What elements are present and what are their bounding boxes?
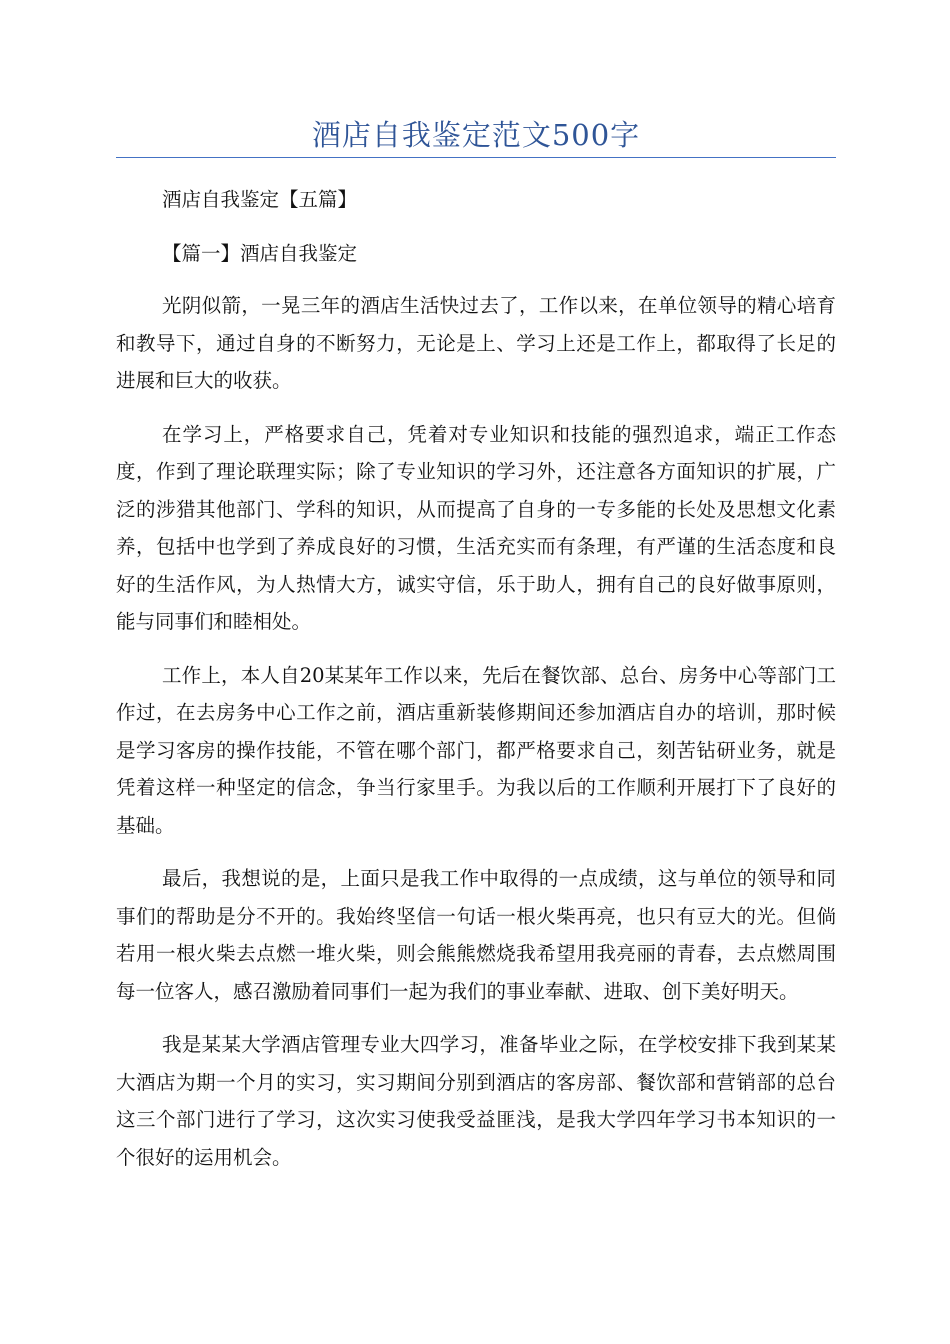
paragraph: 工作上，本人自20某某年工作以来，先后在餐饮部、总台、房务中心等部门工作过，在去房务中心工作之前，酒店重新装修期间还参加酒店自办的培训，那时候是学习客房的操作技能，不管在哪个部门，都严格要求自己，刻苦钻研业务，就是凭着这样一种坚定的信念，争当行家里手。为我以后的工作顺利开展打下了良好的基础。	[116, 663, 836, 837]
paragraph: 我是某某大学酒店管理专业大四学习，准备毕业之际，在学校安排下我到某某大酒店为期一个月的实习，实习期间分别到酒店的客房部、餐饮部和营销部的总台这三个部门进行了学习，这次实习使我受益匪浅，是我大学四年学习书本知识的一个很好的运用机会。	[116, 1033, 836, 1169]
paragraph: 光阴似箭，一晃三年的酒店生活快过去了，工作以来，在单位领导的精心培育和教导下，通过自身的不断努力，无论是上、学习上还是工作上，都取得了长足的进展和巨大的收获。	[116, 294, 836, 392]
document-title: 酒店自我鉴定范文500字	[311, 118, 641, 152]
document-subtitle: 酒店自我鉴定【五篇】	[162, 188, 358, 211]
paragraph: 在学习上，严格要求自己，凭着对专业知识和技能的强烈追求，端正工作态度，作到了理论联理实际；除了专业知识的学习外，还注意各方面知识的扩展，广泛的涉猎其他部门、学科的知识，从而提高了自身的一专多能的长处及思想文化素养，包括中也学到了养成良好的习惯，生活充实而有条理，有严谨的生活态度和良好的生活作风，为人热情大方，诚实守信，乐于助人，拥有自己的良好做事原则，能与同事们和睦相处。	[116, 422, 836, 633]
section-heading: 【篇一】酒店自我鉴定	[162, 241, 358, 265]
document-page	[116, 0, 836, 1176]
paragraph: 最后，我想说的是，上面只是我工作中取得的一点成绩，这与单位的领导和同事们的帮助是分不开的。我始终坚信一句话一根火柴再亮，也只有豆大的光。但倘若用一根火柴去点燃一堆火柴，则会熊熊燃烧我希望用我亮丽的青春，去点燃周围每一位客人，感召激励着同事们一起为我们的事业奉献、进取、创下美好明天。	[116, 867, 836, 1003]
document-body	[116, 181, 836, 1176]
title-underline	[116, 157, 836, 158]
